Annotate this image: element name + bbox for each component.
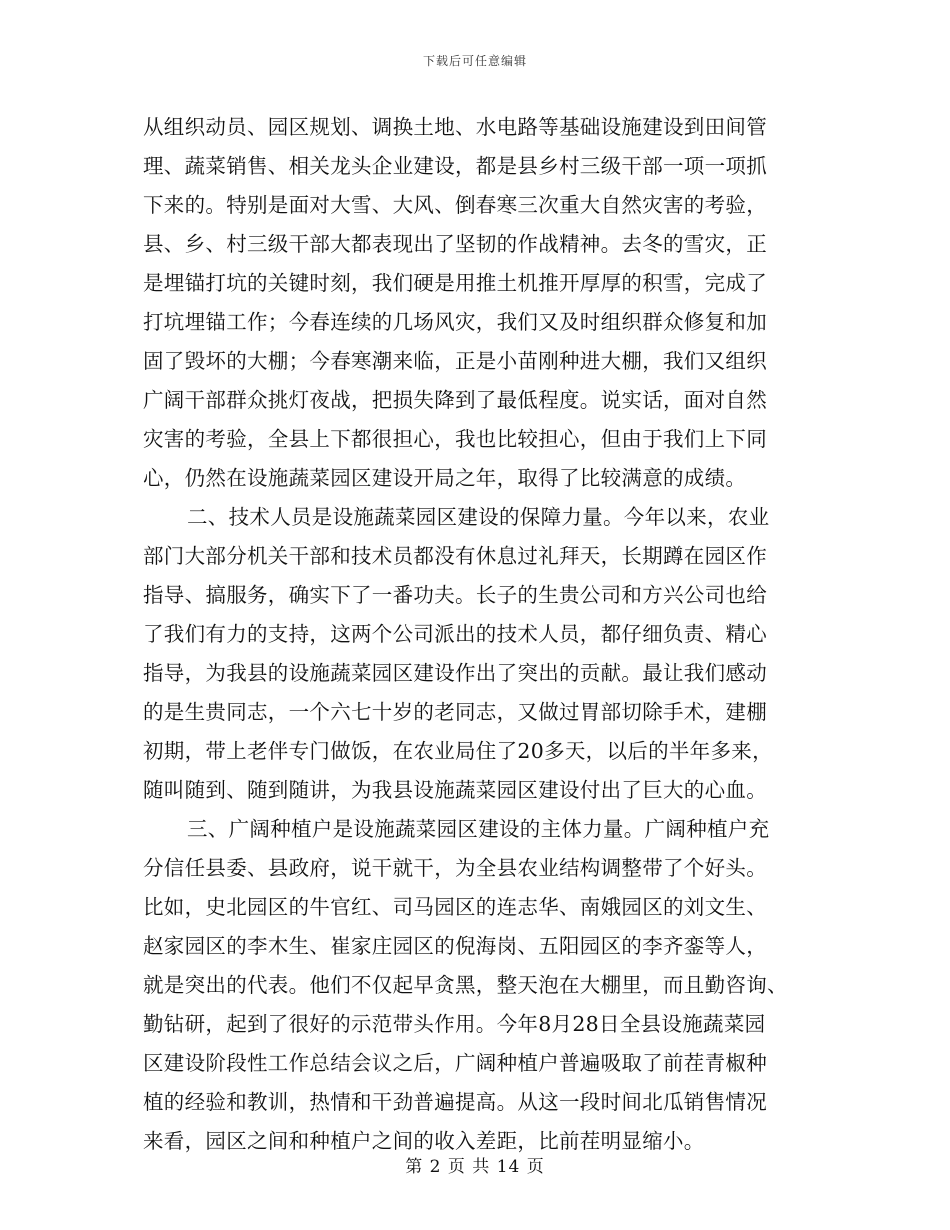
- footer-middle: 页 共: [447, 1157, 491, 1177]
- paragraph-line: 勤钻研，起到了很好的示范带头作用。今年8月28日全县设施蔬菜园: [143, 1012, 766, 1036]
- paragraph-line: 初期，带上老伴专门做饭，在农业局住了20多天，以后的半年多来，: [143, 739, 773, 763]
- paragraph-line: 随叫随到、随到随讲，为我县设施蔬菜园区建设付出了巨大的心血。: [143, 778, 767, 802]
- paragraph-line: 分信任县委、县政府，说干就干，为全县农业结构调整带了个好头。: [143, 856, 767, 880]
- paragraph-line: 就是突出的代表。他们不仅起早贪黑，整天泡在大棚里，而且勤咨询、: [143, 973, 788, 997]
- footer-prefix: 第: [405, 1157, 424, 1177]
- body-text: [143, 108, 810, 1161]
- paragraph-first-line: 二、技术人员是设施蔬菜园区建设的保障力量。今年以来，农业: [187, 505, 770, 529]
- paragraph-line: 区建设阶段性工作总结会议之后，广阔种植户普遍吸取了前茬青椒种: [143, 1051, 767, 1075]
- total-page-count: 14: [496, 1157, 521, 1177]
- paragraph-line: 植的经验和教训，热情和干劲普遍提高。从这一段时间北瓜销售情况: [143, 1090, 767, 1114]
- paragraph-line: 的是生贵同志，一个六七十岁的老同志，又做过胃部切除手术，建棚: [143, 700, 767, 724]
- paragraph-line: 来看，园区之间和种植户之间的收入差距，比前茬明显缩小。: [143, 1129, 705, 1153]
- paragraph-line: 心，仍然在设施蔬菜园区建设开局之年，取得了比较满意的成绩。: [143, 466, 747, 490]
- header-note: 下载后可任意编辑: [422, 54, 527, 68]
- paragraph-line: 是埋锚打坑的关键时刻，我们硬是用推土机推开厚厚的积雪，完成了: [143, 271, 767, 295]
- paragraph-line: 从组织动员、园区规划、调换土地、水电路等基础设施建设到田间管: [143, 115, 767, 139]
- paragraph-line: 固了毁坏的大棚；今春寒潮来临，正是小苗刚种进大棚，我们又组织: [143, 349, 767, 373]
- footer-suffix: 页: [526, 1157, 545, 1177]
- paragraph-line: 打坑埋锚工作；今春连续的几场风灾，我们又及时组织群众修复和加: [143, 310, 767, 334]
- paragraph-line: 赵家园区的李木生、崔家庄园区的倪海岗、五阳园区的李齐銮等人，: [143, 934, 767, 958]
- paragraph-line: 指导、搞服务，确实下了一番功夫。长子的生贵公司和方兴公司也给: [143, 583, 767, 607]
- paragraph-line: 指导，为我县的设施蔬菜园区建设作出了突出的贡献。最让我们感动: [143, 661, 767, 685]
- paragraph-line: 下来的。特别是面对大雪、大风、倒春寒三次重大自然灾害的考验，: [143, 193, 767, 217]
- paragraph-line: 县、乡、村三级干部大都表现出了坚韧的作战精神。去冬的雪灾，正: [143, 232, 767, 256]
- paragraph-first-line: 三、广阔种植户是设施蔬菜园区建设的主体力量。广阔种植户充: [187, 817, 770, 841]
- paragraph-line: 广阔干部群众挑灯夜战，把损失降到了最低程度。说实话，面对自然: [143, 388, 767, 412]
- paragraph-line: 部门大部分机关干部和技术员都没有休息过礼拜天，长期蹲在园区作: [143, 544, 767, 568]
- paragraph-line: 比如，史北园区的牛官红、司马园区的连志华、南娥园区的刘文生、: [143, 895, 767, 919]
- paragraph-line: 灾害的考验，全县上下都很担心，我也比较担心，但由于我们上下同: [143, 427, 767, 451]
- paragraph-line: 了我们有力的支持，这两个公司派出的技术人员，都仔细负责、精心: [143, 622, 767, 646]
- page-footer: [0, 1152, 950, 1177]
- paragraph-line: 理、蔬菜销售、相关龙头企业建设，都是县乡村三级干部一项一项抓: [143, 154, 767, 178]
- current-page-number: 2: [429, 1157, 442, 1177]
